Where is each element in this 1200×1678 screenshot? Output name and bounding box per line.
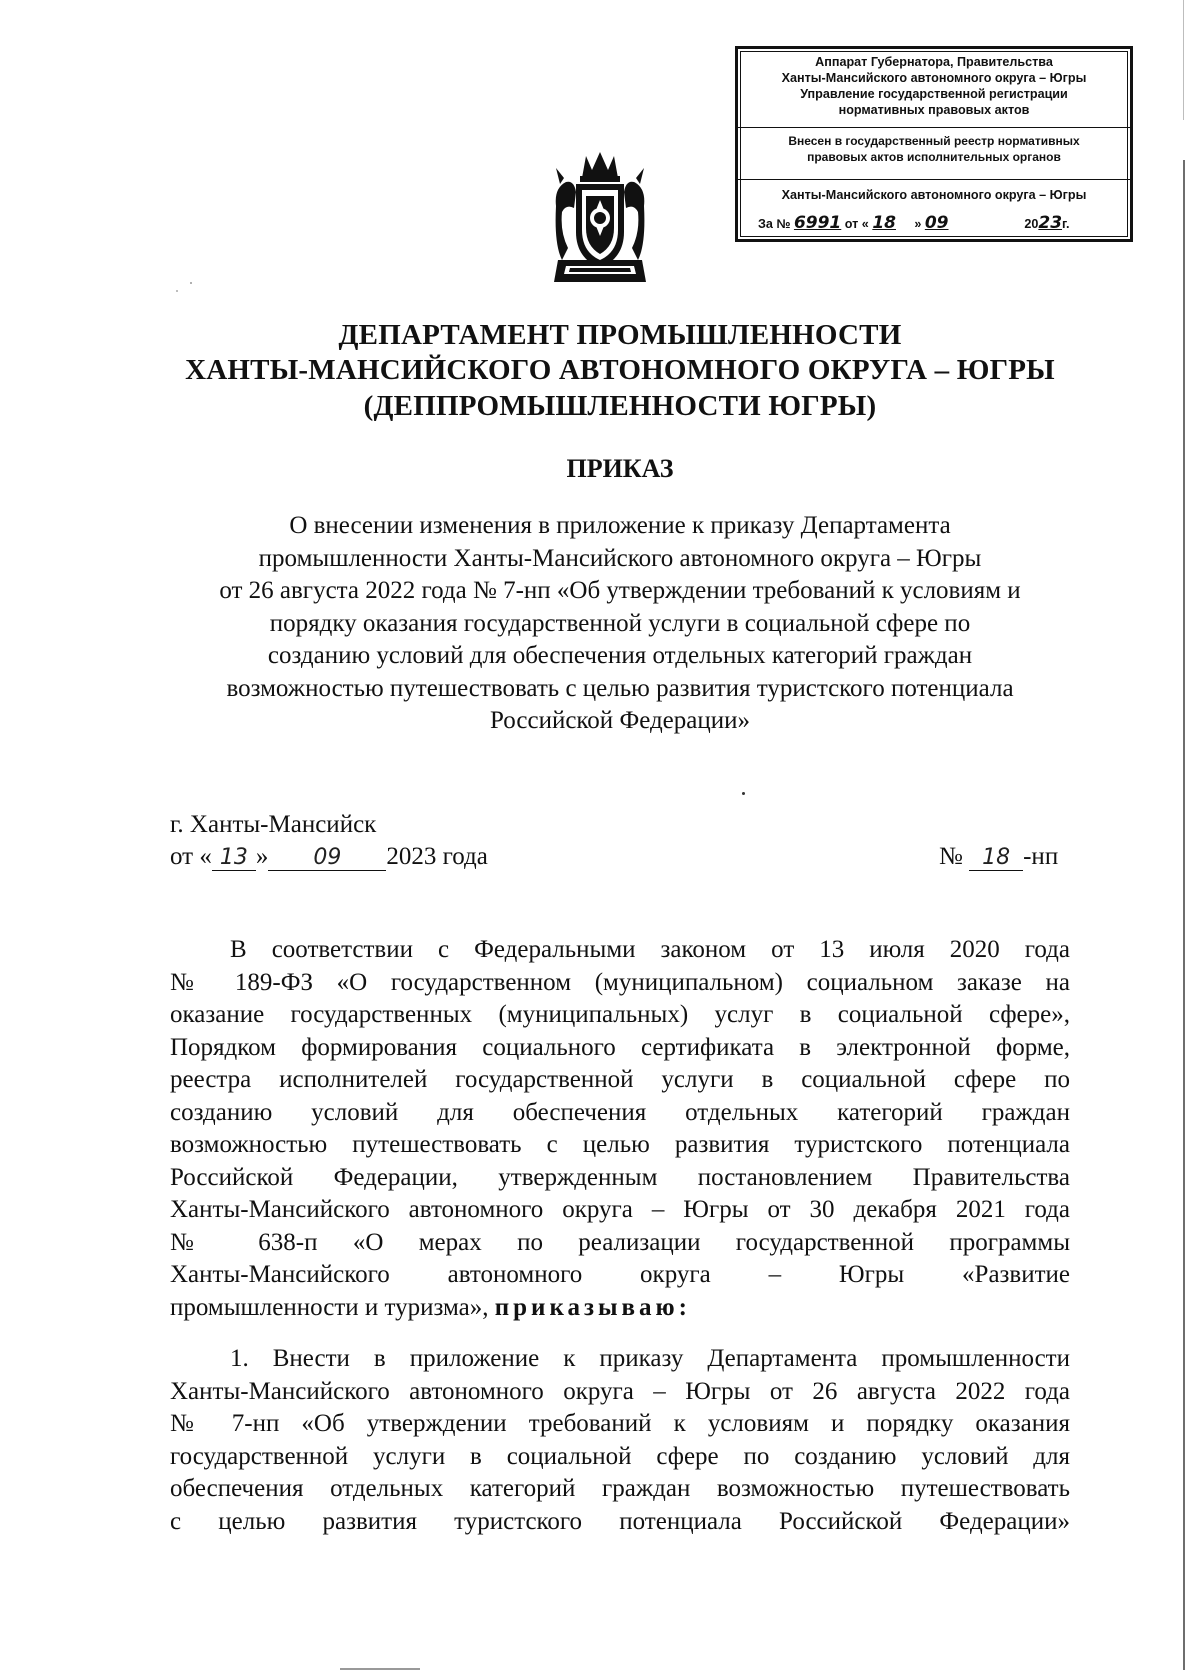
number-suffix: -нп	[1023, 843, 1059, 870]
paragraph-line: В соответствии с Федеральными законом от 13 июля 2020 года	[230, 936, 1070, 963]
stamp-reg-prefix: За №	[758, 217, 791, 231]
paragraph-line: реестра исполнителей государственной услуги в социальной сфере по	[170, 1066, 1070, 1093]
stamp-reg-year-prefix: 20	[1024, 217, 1039, 231]
order-number	[939, 843, 1058, 871]
department-name-line2: ХАНТЫ-МАНСИЙСКОГО АВТОНОМНОГО ОКРУГА – ЮГРЫ	[185, 354, 1055, 386]
stamp-line: нормативных правовых актов	[838, 103, 1030, 117]
date-prefix: от «	[170, 843, 212, 870]
order-subject	[170, 510, 1070, 738]
subject-line: О внесении изменения в приложение к приказу Департамента	[289, 512, 951, 539]
stamp-registration-line	[738, 215, 1130, 232]
scan-edge-line-top	[1183, 0, 1184, 120]
paragraph-line: промышленности и туризма», приказываю:	[170, 1293, 691, 1321]
paragraph-line: созданию условий для обеспечения отдельных категорий граждан	[170, 1098, 1070, 1126]
scan-speck	[742, 792, 745, 795]
stamp-reg-number: 6991	[793, 213, 842, 233]
date-day: 13	[212, 846, 256, 871]
preamble-paragraph	[170, 934, 1070, 1324]
subject-line: созданию условий для обеспечения отдельных категорий граждан	[267, 642, 973, 669]
stamp-reg-sep: »	[914, 217, 922, 231]
subject-line: Российской Федерации»	[489, 707, 751, 734]
stamp-reg-from: от «	[844, 217, 869, 231]
date-month: 09	[268, 846, 386, 871]
scan-bottom-mark	[340, 1668, 420, 1670]
paragraph-line: Ханты-Мансийского автономного округа – Югры от 30 декабря 2021 года	[170, 1196, 1070, 1223]
stamp-line: Внесен в государственный реестр нормативных	[788, 134, 1080, 148]
paragraph-line: оказание государственных (муниципальных) услуг в социальной сфере»,	[170, 1001, 1070, 1028]
paragraph-line: Российской Федерации, утвержденным постановлением Правительства	[170, 1163, 1070, 1191]
paragraph-line: № 638-п «О мерах по реализации государственной программы	[170, 1228, 1070, 1256]
paragraph-line: № 7-нп «Об утверждении требований к условиям и порядку оказания	[170, 1410, 1070, 1437]
subject-line: порядку оказания государственной услуги в социальной сфере по	[269, 609, 971, 637]
stamp-line: Управление государственной регистрации	[800, 87, 1068, 101]
stamp-line: Аппарат Губернатора, Правительства	[815, 55, 1053, 69]
registration-stamp	[735, 46, 1133, 242]
paragraph-line: № 189-ФЗ «О государственном (муниципальном) социальном заказе на	[170, 968, 1070, 996]
paragraph-line: с целью развития туристского потенциала Российской Федерации»	[170, 1507, 1070, 1535]
paragraph-line: обеспечения отдельных категорий граждан возможностью путешествовать	[170, 1475, 1070, 1502]
scan-speck	[176, 290, 178, 292]
paragraph-line: Ханты-Мансийского автономного округа – Югры «Развитие	[170, 1261, 1070, 1288]
department-short-name: (ДЕППРОМЫШЛЕННОСТИ ЮГРЫ)	[363, 390, 877, 422]
order-verb: приказываю:	[494, 1293, 691, 1321]
date-sep: »	[255, 843, 269, 870]
paragraph-line: 1. Внести в приложение к приказу Департамента промышленности	[230, 1345, 1070, 1372]
subject-line: возможностью путешествовать с целью развития туристского потенциала	[226, 674, 1014, 702]
department-name-line1: ДЕПАРТАМЕНТ ПРОМЫШЛЕННОСТИ	[338, 319, 902, 351]
stamp-line: правовых актов исполнительных органов	[807, 150, 1061, 164]
number-value: 18	[969, 846, 1023, 871]
scan-speck	[190, 282, 192, 284]
order-date	[170, 843, 488, 871]
stamp-reg-day: 18	[872, 213, 896, 233]
subject-line: от 26 августа 2022 года № 7-нп «Об утверждении требований к условиям и	[219, 577, 1021, 604]
date-year: 2023 года	[386, 843, 488, 870]
paragraph-line: возможностью путешествовать с целью развития туристского потенциала	[170, 1131, 1070, 1158]
paragraph-line: Ханты-Мансийского автономного округа – Югры от 26 августа 2022 года	[170, 1377, 1070, 1405]
place-of-issue: г. Ханты-Мансийск	[170, 811, 377, 838]
paragraph-line: Порядком формирования социального сертификата в электронной форме,	[170, 1033, 1070, 1061]
document-type-title: ПРИКАЗ	[566, 454, 674, 483]
subject-line: промышленности Ханты-Мансийского автономного округа – Югры	[258, 544, 982, 572]
clause-1-paragraph	[170, 1343, 1070, 1538]
stamp-line: Ханты-Мансийского автономного округа – Югры	[781, 188, 1087, 202]
paragraph-line: государственной услуги в социальной сфере по созданию условий для	[170, 1442, 1070, 1470]
stamp-line: Ханты-Мансийского автономного округа – Югры	[781, 71, 1087, 85]
stamp-reg-suffix: г.	[1062, 217, 1070, 231]
number-prefix: №	[939, 843, 963, 870]
coat-of-arms-emblem	[552, 148, 648, 286]
stamp-reg-year: 23	[1038, 213, 1063, 233]
stamp-reg-month: 09	[924, 213, 949, 233]
